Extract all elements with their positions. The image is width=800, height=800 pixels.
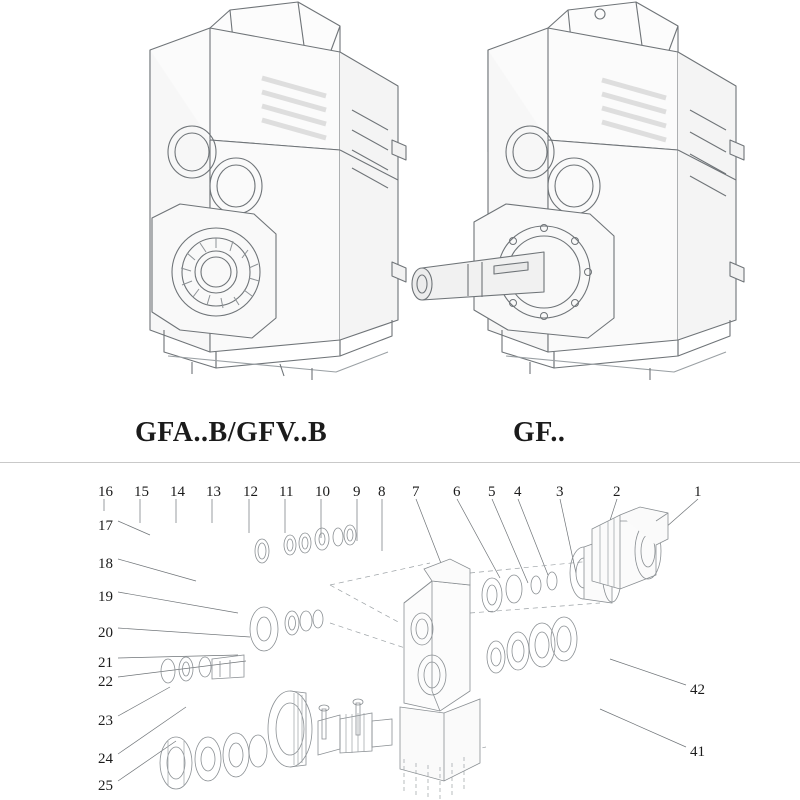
callout-20: 20 xyxy=(98,625,113,641)
callout-8: 8 xyxy=(378,484,386,500)
exploded-parts-diagram xyxy=(0,463,800,800)
callout-10: 10 xyxy=(315,484,330,500)
exploded-drawing xyxy=(0,463,800,800)
callout-15: 15 xyxy=(134,484,149,500)
callout-24: 24 xyxy=(98,751,113,767)
callout-1: 1 xyxy=(694,484,702,500)
callout-19: 19 xyxy=(98,589,113,605)
callout-42: 42 xyxy=(690,682,705,698)
callout-17: 17 xyxy=(98,518,113,534)
callout-18: 18 xyxy=(98,556,113,572)
callout-11: 11 xyxy=(279,484,294,500)
callout-13: 13 xyxy=(206,484,221,500)
callout-12: 12 xyxy=(243,484,258,500)
callout-14: 14 xyxy=(170,484,185,500)
callout-5: 5 xyxy=(488,484,496,500)
callout-21: 21 xyxy=(98,655,113,671)
callout-23: 23 xyxy=(98,713,113,729)
callout-2: 2 xyxy=(613,484,621,500)
callout-22: 22 xyxy=(98,674,113,690)
callout-6: 6 xyxy=(453,484,461,500)
callout-4: 4 xyxy=(514,484,522,500)
callout-25: 25 xyxy=(98,778,113,794)
callout-9: 9 xyxy=(353,484,361,500)
gearbox-right-drawing xyxy=(378,0,798,410)
callout-16: 16 xyxy=(98,484,113,500)
caption-gf: GF.. xyxy=(513,417,566,448)
callout-7: 7 xyxy=(412,484,420,500)
callout-41: 41 xyxy=(690,744,705,760)
callout-3: 3 xyxy=(556,484,564,500)
caption-gfa-gfv: GFA..B/GFV..B xyxy=(135,417,328,448)
